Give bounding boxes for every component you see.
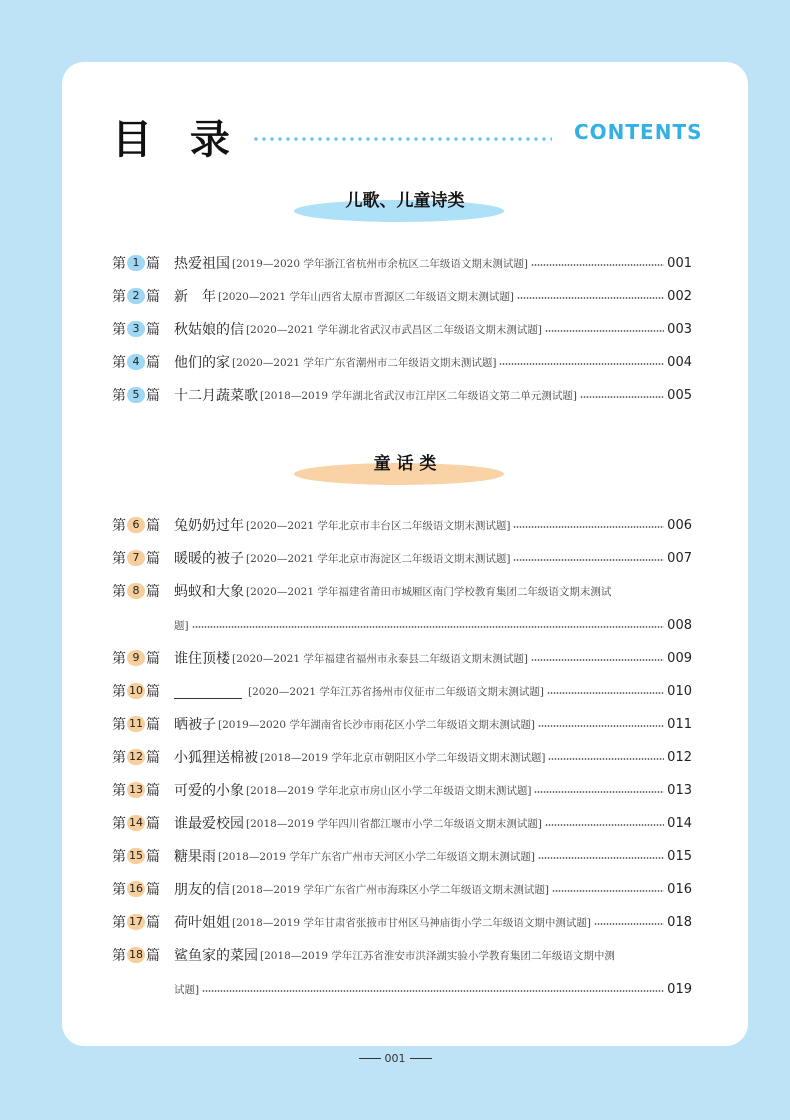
entry-source: [2018—2019 学年广东省广州市海珠区小学二年级语文期末测试题] [232, 883, 549, 896]
entry-source: [2018—2019 学年广东省广州市天河区小学二年级语文期末测试题] [218, 850, 535, 863]
dot-leader [499, 363, 664, 365]
chapter-number-badge: 6 [127, 517, 145, 533]
chapter-suffix: 篇 [146, 256, 160, 272]
chapter-number [112, 780, 174, 800]
toc-entry[interactable] [112, 744, 692, 770]
entry-title: 晒被子 [174, 717, 216, 733]
chapter-number [112, 747, 174, 767]
toc-entry[interactable] [112, 349, 692, 375]
chapter-suffix: 篇 [146, 289, 160, 305]
toc-entry[interactable] [112, 909, 692, 935]
toc-entry[interactable] [112, 810, 692, 836]
entry-page-number: 001 [667, 255, 692, 271]
chapter-number-badge: 14 [129, 816, 143, 829]
page-number-rule-left [359, 1058, 381, 1059]
entry-source-continued: 题] [174, 619, 189, 632]
chapter-number [112, 253, 174, 273]
chapter-number-badge: 9 [127, 650, 145, 666]
chapter-number-badge: 16 [129, 882, 143, 895]
chapter-number [112, 714, 174, 734]
toc-entry[interactable] [112, 876, 692, 902]
chapter-prefix: 第 [112, 289, 126, 305]
toc-entry-continuation[interactable] [112, 976, 692, 1002]
chapter-number [112, 515, 174, 535]
chapter-suffix: 篇 [146, 717, 160, 733]
chapter-number [112, 912, 174, 932]
entry-page-number: 004 [667, 354, 692, 370]
entry-page-number: 005 [667, 387, 692, 403]
toc-page [62, 62, 748, 1046]
chapter-number [112, 548, 174, 568]
section-header-fairy-tales [62, 449, 748, 489]
chapter-number-badge: 13 [129, 783, 143, 796]
entry-title: 兔奶奶过年 [174, 518, 244, 534]
entry-title: 谁住顶楼 [174, 651, 230, 667]
toc-entry[interactable] [112, 942, 692, 968]
entry-source: [2020—2021 学年福建省福州市永泰县二年级语文期末测试题] [232, 652, 528, 665]
entry-title: 鲨鱼家的菜园 [174, 948, 258, 964]
toc-entry[interactable] [112, 250, 692, 276]
toc-entry[interactable] [112, 645, 692, 671]
page-number [0, 1052, 790, 1065]
entry-page-number: 013 [667, 782, 692, 798]
entry-source: [2020—2021 学年北京市丰台区二年级语文期末测试题] [246, 519, 511, 532]
toc-entry[interactable] [112, 777, 692, 803]
section-title: 童 话 类 [373, 454, 437, 474]
dot-leader [202, 990, 664, 992]
chapter-prefix: 第 [112, 256, 126, 272]
dot-leader [513, 526, 664, 528]
entry-title: 秋姑娘的信 [174, 322, 244, 338]
dot-leader [547, 692, 664, 694]
chapter-number [112, 319, 174, 339]
entry-page-number: 012 [667, 749, 692, 765]
chapter-number-badge: 7 [127, 550, 145, 566]
entry-title: 可爱的小象 [174, 783, 244, 799]
toc-entry[interactable] [112, 512, 692, 538]
chapter-prefix: 第 [112, 322, 126, 338]
chapter-prefix: 第 [112, 355, 126, 371]
chapter-suffix: 篇 [146, 849, 160, 865]
toc-entry[interactable] [112, 382, 692, 408]
dot-leader [552, 890, 664, 892]
entry-page-number: 002 [667, 288, 692, 304]
entry-source: [2018—2019 学年北京市房山区小学二年级语文期末测试题] [246, 784, 532, 797]
entry-source: [2018—2019 学年四川省都江堰市小学二年级语文期末测试题] [246, 817, 542, 830]
entry-page-number: 018 [667, 914, 692, 930]
page-title: 目 录 [112, 117, 242, 163]
dot-leader [548, 758, 664, 760]
chapter-prefix: 第 [112, 551, 126, 567]
chapter-number [112, 945, 174, 965]
entry-source: [2020—2021 学年北京市海淀区二年级语文期末测试题] [246, 552, 511, 565]
chapter-number-badge: 12 [129, 750, 143, 763]
section-title: 儿歌、儿童诗类 [345, 191, 465, 211]
section-header-nursery-rhymes [62, 186, 748, 226]
entry-source: [2020—2021 学年山西省太原市晋源区二年级语文期末测试题] [218, 290, 514, 303]
entry-page-number: 003 [667, 321, 692, 337]
chapter-number-badge: 3 [127, 321, 145, 337]
entry-source: [2019—2020 学年湖南省长沙市雨花区小学二年级语文期末测试题] [218, 718, 535, 731]
chapter-number-badge: 8 [127, 583, 145, 599]
chapter-prefix: 第 [112, 948, 126, 964]
chapter-number [112, 385, 174, 405]
dot-leader [545, 330, 664, 332]
contents-label: CONTENTS [574, 120, 703, 144]
entry-title: 十二月蔬菜歌 [174, 388, 258, 404]
entry-source: [2018—2019 学年江苏省淮安市洪泽湖实验小学教育集团二年级语文期中测 [260, 949, 615, 962]
chapter-prefix: 第 [112, 849, 126, 865]
dot-leader [531, 659, 664, 661]
chapter-suffix: 篇 [146, 915, 160, 931]
chapter-suffix: 篇 [146, 684, 160, 700]
chapter-prefix: 第 [112, 388, 126, 404]
entry-title: 暖暖的被子 [174, 551, 244, 567]
chapter-suffix: 篇 [146, 948, 160, 964]
chapter-suffix: 篇 [146, 322, 160, 338]
entry-source: [2020—2021 学年江苏省扬州市仪征市二年级语文期末测试题] [248, 685, 544, 698]
chapter-suffix: 篇 [146, 551, 160, 567]
dot-leader [538, 725, 664, 727]
dot-leader [580, 396, 664, 398]
entry-page-number: 009 [667, 650, 692, 666]
dot-leader [517, 297, 664, 299]
entry-source: [2020—2021 学年福建省莆田市城厢区南门学校教育集团二年级语文期末测试 [246, 585, 612, 598]
chapter-prefix: 第 [112, 783, 126, 799]
chapter-number-badge: 2 [127, 288, 145, 304]
dot-leader [534, 791, 664, 793]
entry-title: 他们的家 [174, 355, 230, 371]
chapter-suffix: 篇 [146, 816, 160, 832]
chapter-prefix: 第 [112, 584, 126, 600]
chapter-number [112, 352, 174, 372]
chapter-suffix: 篇 [146, 518, 160, 534]
entry-title: 热爱祖国 [174, 256, 230, 272]
dot-leader [538, 857, 664, 859]
chapter-number-badge: 10 [129, 684, 143, 697]
chapter-number [112, 581, 174, 601]
chapter-suffix: 篇 [146, 355, 160, 371]
dot-leader [531, 264, 664, 266]
entry-page-number: 015 [667, 848, 692, 864]
entry-page-number: 019 [667, 981, 692, 997]
chapter-prefix: 第 [112, 882, 126, 898]
chapter-number-badge: 1 [127, 255, 145, 271]
dot-leader [594, 923, 664, 925]
chapter-prefix: 第 [112, 684, 126, 700]
chapter-suffix: 篇 [146, 584, 160, 600]
page-number-text: 001 [384, 1052, 406, 1065]
entry-page-number: 010 [667, 683, 692, 699]
dot-leader [192, 626, 665, 628]
entry-source: [2020—2021 学年湖北省武汉市武昌区二年级语文期末测试题] [246, 323, 542, 336]
entry-source-continued: 试题] [174, 983, 200, 996]
chapter-prefix: 第 [112, 518, 126, 534]
entry-page-number: 014 [667, 815, 692, 831]
entry-title: 荷叶姐姐 [174, 915, 230, 931]
entry-title: 糖果雨 [174, 849, 216, 865]
chapter-number [112, 286, 174, 306]
blank-title-line [174, 684, 242, 699]
entry-page-number: 016 [667, 881, 692, 897]
toc-entry-continuation[interactable] [112, 612, 692, 638]
toc-entry[interactable] [112, 711, 692, 737]
chapter-number [112, 813, 174, 833]
chapter-number-badge: 17 [129, 915, 143, 928]
entry-source: [2019—2020 学年浙江省杭州市余杭区二年级语文期末测试题] [232, 257, 528, 270]
entry-page-number: 011 [667, 716, 692, 732]
chapter-prefix: 第 [112, 915, 126, 931]
chapter-number-badge: 4 [127, 354, 145, 370]
dot-leader [545, 824, 664, 826]
chapter-number-badge: 15 [129, 849, 143, 862]
chapter-suffix: 篇 [146, 783, 160, 799]
chapter-suffix: 篇 [146, 388, 160, 404]
toc-entry[interactable] [112, 316, 692, 342]
chapter-number [112, 648, 174, 668]
entry-title: 新 年 [174, 289, 216, 305]
chapter-prefix: 第 [112, 816, 126, 832]
entry-source: [2018—2019 学年甘肃省张掖市甘州区马神庙街小学二年级语文期中测试题] [232, 916, 591, 929]
chapter-suffix: 篇 [146, 750, 160, 766]
entry-source: [2020—2021 学年广东省潮州市二年级语文期末测试题] [232, 356, 497, 369]
entry-title: 谁最爱校园 [174, 816, 244, 832]
entry-title: 朋友的信 [174, 882, 230, 898]
chapter-number [112, 681, 174, 701]
page-number-rule-right [410, 1058, 432, 1059]
entry-page-number: 006 [667, 517, 692, 533]
entry-title: 蚂蚁和大象 [174, 584, 244, 600]
chapter-number-badge: 11 [129, 717, 143, 730]
toc-entry[interactable] [112, 578, 692, 604]
chapter-number [112, 846, 174, 866]
toc-entry[interactable] [112, 678, 692, 704]
entry-source: [2018—2019 学年湖北省武汉市江岸区二年级语文第二单元测试题] [260, 389, 577, 402]
chapter-number [112, 879, 174, 899]
chapter-number-badge: 18 [129, 948, 143, 961]
chapter-suffix: 篇 [146, 651, 160, 667]
chapter-prefix: 第 [112, 651, 126, 667]
chapter-number-badge: 5 [127, 387, 145, 403]
chapter-prefix: 第 [112, 717, 126, 733]
entry-page-number: 008 [667, 617, 692, 633]
toc-entry[interactable] [112, 843, 692, 869]
title-dotted-divider [252, 136, 552, 142]
chapter-suffix: 篇 [146, 882, 160, 898]
toc-entry[interactable] [112, 545, 692, 571]
toc-entry[interactable] [112, 283, 692, 309]
dot-leader [513, 559, 664, 561]
entry-title: 小狐狸送棉被 [174, 750, 258, 766]
entry-page-number: 007 [667, 550, 692, 566]
entry-source: [2018—2019 学年北京市朝阳区小学二年级语文期末测试题] [260, 751, 546, 764]
chapter-prefix: 第 [112, 750, 126, 766]
